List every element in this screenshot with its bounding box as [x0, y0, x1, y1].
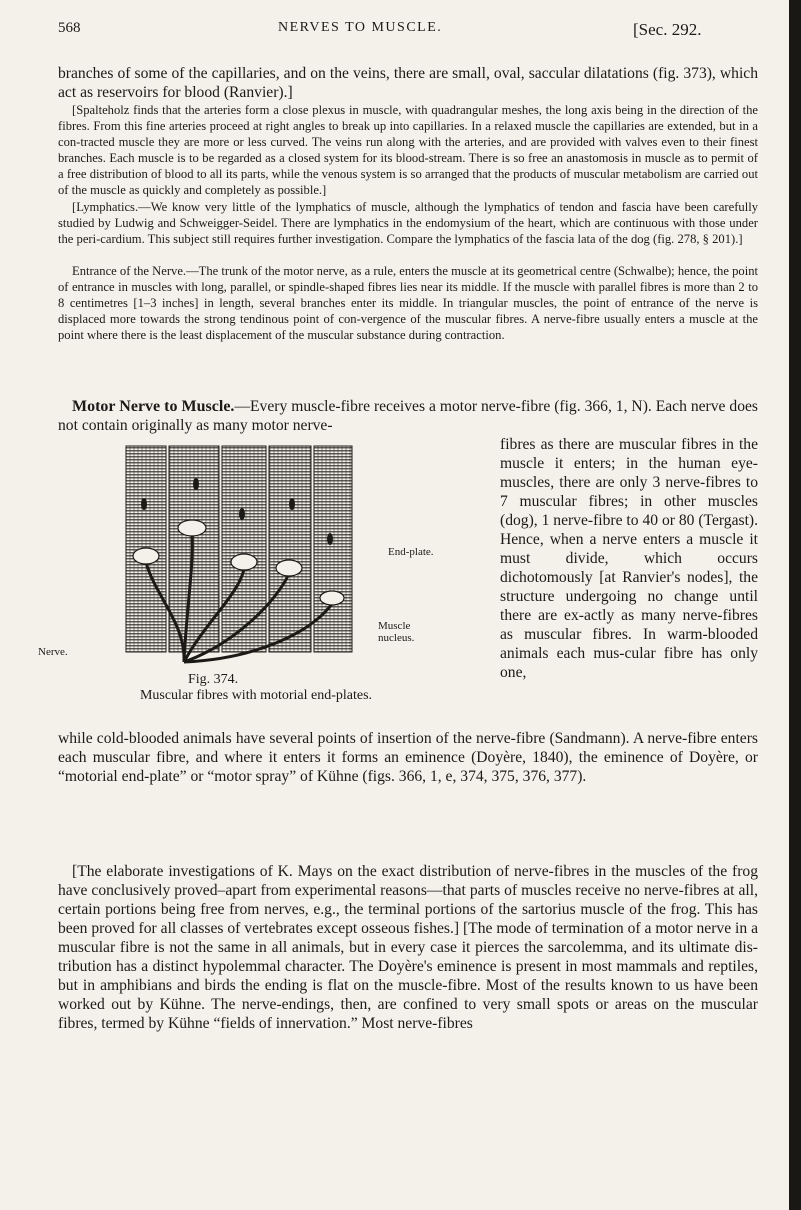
running-header [58, 20, 758, 42]
page-edge-shadow [789, 0, 801, 1210]
figure-caption: Muscular fibres with motorial end-plates. [139, 688, 373, 703]
figure-number: Fig. 374. [188, 672, 239, 687]
figure-374 [38, 432, 498, 727]
paragraph-entrance-of-nerve: Entrance of the Nerve.—The trunk of the motor nerve, as a rule, enters the muscle at its geometrical centre (Schwalbe); hence, the point of entrance in muscles with long, parallel, or spindle-shaped fibres lies near its middle. If the muscle with parallel fibres is more than 2 to 8 centimetres [1–3 inches] in length, several branches enter its middle. In triangular muscles, the point of entrance of the nerve is displaced more towards the strong tendinous point of con-vergence of the muscular fibres. A nerve-fibre usually enters a muscle at the point where there is the least displacement of the muscular substance during contraction. [58, 264, 758, 342]
label-nerve: Nerve. [38, 646, 68, 658]
section-heading: Motor Nerve to Muscle. [72, 398, 235, 415]
paragraph-wrap-right: fibres as there are muscular fibres in the muscle it enters; in the human eye-muscles, there are only 3 nerve-fibres to 7 muscular fibres; in other muscles (dog), 1 nerve-fibre to 40 or 80 (Tergast). Hence, when a nerve enters a muscle it must divide, which occurs dichotomously [at Ranvier's nodes], the structure undergoing no change until there are ex-actly as many nerve-fibres as muscular fibres. In warm-blooded animals each mus-cular fibre has only one, [500, 436, 758, 681]
label-muscle-nucleus: Muscle nucleus. [378, 620, 415, 644]
paragraph-spalteholz: [Spalteholz finds that the arteries form a close plexus in muscle, with quadrangular meshes, the long axis being in the direction of the fibres. From this fine arteries proceed at right angles to break up into capillaries. In a relaxed muscle the capillaries are extended, but in a con-tracted muscle they are more or less curved. The veins run along with the arteries, and are provided with valves even to their finest branches. Each muscle is to be regarded as a closed system for its blood-stream. There is so free an anastomosis in muscle as to permit of a free distribution of blood to all its parts, while the venous system is so arranged that the products of muscular metabolism are carried out of the muscle as quickly and completely as possible.] [58, 103, 758, 197]
motor-nerve-lead: —Every muscle-fibre receives a motor nerve-fibre (fig. 366, 1, N). Each nerve does not contain originally as many motor nerve- [58, 398, 758, 434]
paragraph-lymphatics: [Lymphatics.—We know very little of the lymphatics of muscle, although the lymphatics of tendon and fascia have been carefully studied by Ludwig and Schweigger-Seidel. There are lymphatics in the endomysium of the heart, which are continuous with those under the peri-cardium. This subject still requires further investigation. Compare the lymphatics of the fascia lata of the dog (fig. 278, § 201).] [58, 200, 758, 246]
paragraph-capillary-dilatations: branches of some of the capillaries, and on the veins, there are small, oval, saccular dilatations (fig. 373), which act as reservoirs for blood (Ranvier).] [58, 65, 758, 101]
paragraph-motor-nerve [58, 397, 758, 435]
muscle-fibres-illustration [124, 444, 356, 666]
page-number: 568 [58, 20, 81, 36]
paragraph-cold-blooded: while cold-blooded animals have several points of insertion of the nerve-fibre (Sandmann). A nerve-fibre enters each muscular fibre, and where it enters it forms an eminence (Doyère, 1840), the eminence of Doyère, or “motorial end-plate” or “motor spray” of Kühne (figs. 366, 1, e, 374, 375, 376, 377). [58, 730, 758, 785]
running-title: NERVES TO MUSCLE. [278, 20, 443, 35]
paragraph-mays-investigations: [The elaborate investigations of K. Mays on the exact distribution of nerve-fibres in the muscles of the frog have conclusively proved–apart from experimental reasons—that parts of muscles receive no nerve-fibres at all, certain portions being free from nerves, e.g., the terminal portions of the sartorius muscle of the frog. This has been proved for all classes of vertebrates except osseous fishes.] [The mode of termination of a motor nerve in a muscular fibre is not the same in all animals, but in every case it pierces the sarcolemma, and its ultimate dis-tribution has a distinct hypolemmal character. The Doyère's eminence is present in most mammals and reptiles, but in amphibians and birds the ending is flat on the muscle-fibre. Most of the results known to us have been worked out by Kühne. The nerve-endings, then, are confined to very small spots or areas on the muscular fibres, termed by Kühne “fields of innervation.” Most nerve-fibres [58, 863, 758, 1032]
section-label: [Sec. 292. [633, 20, 702, 39]
label-end-plate: End-plate. [388, 546, 434, 558]
